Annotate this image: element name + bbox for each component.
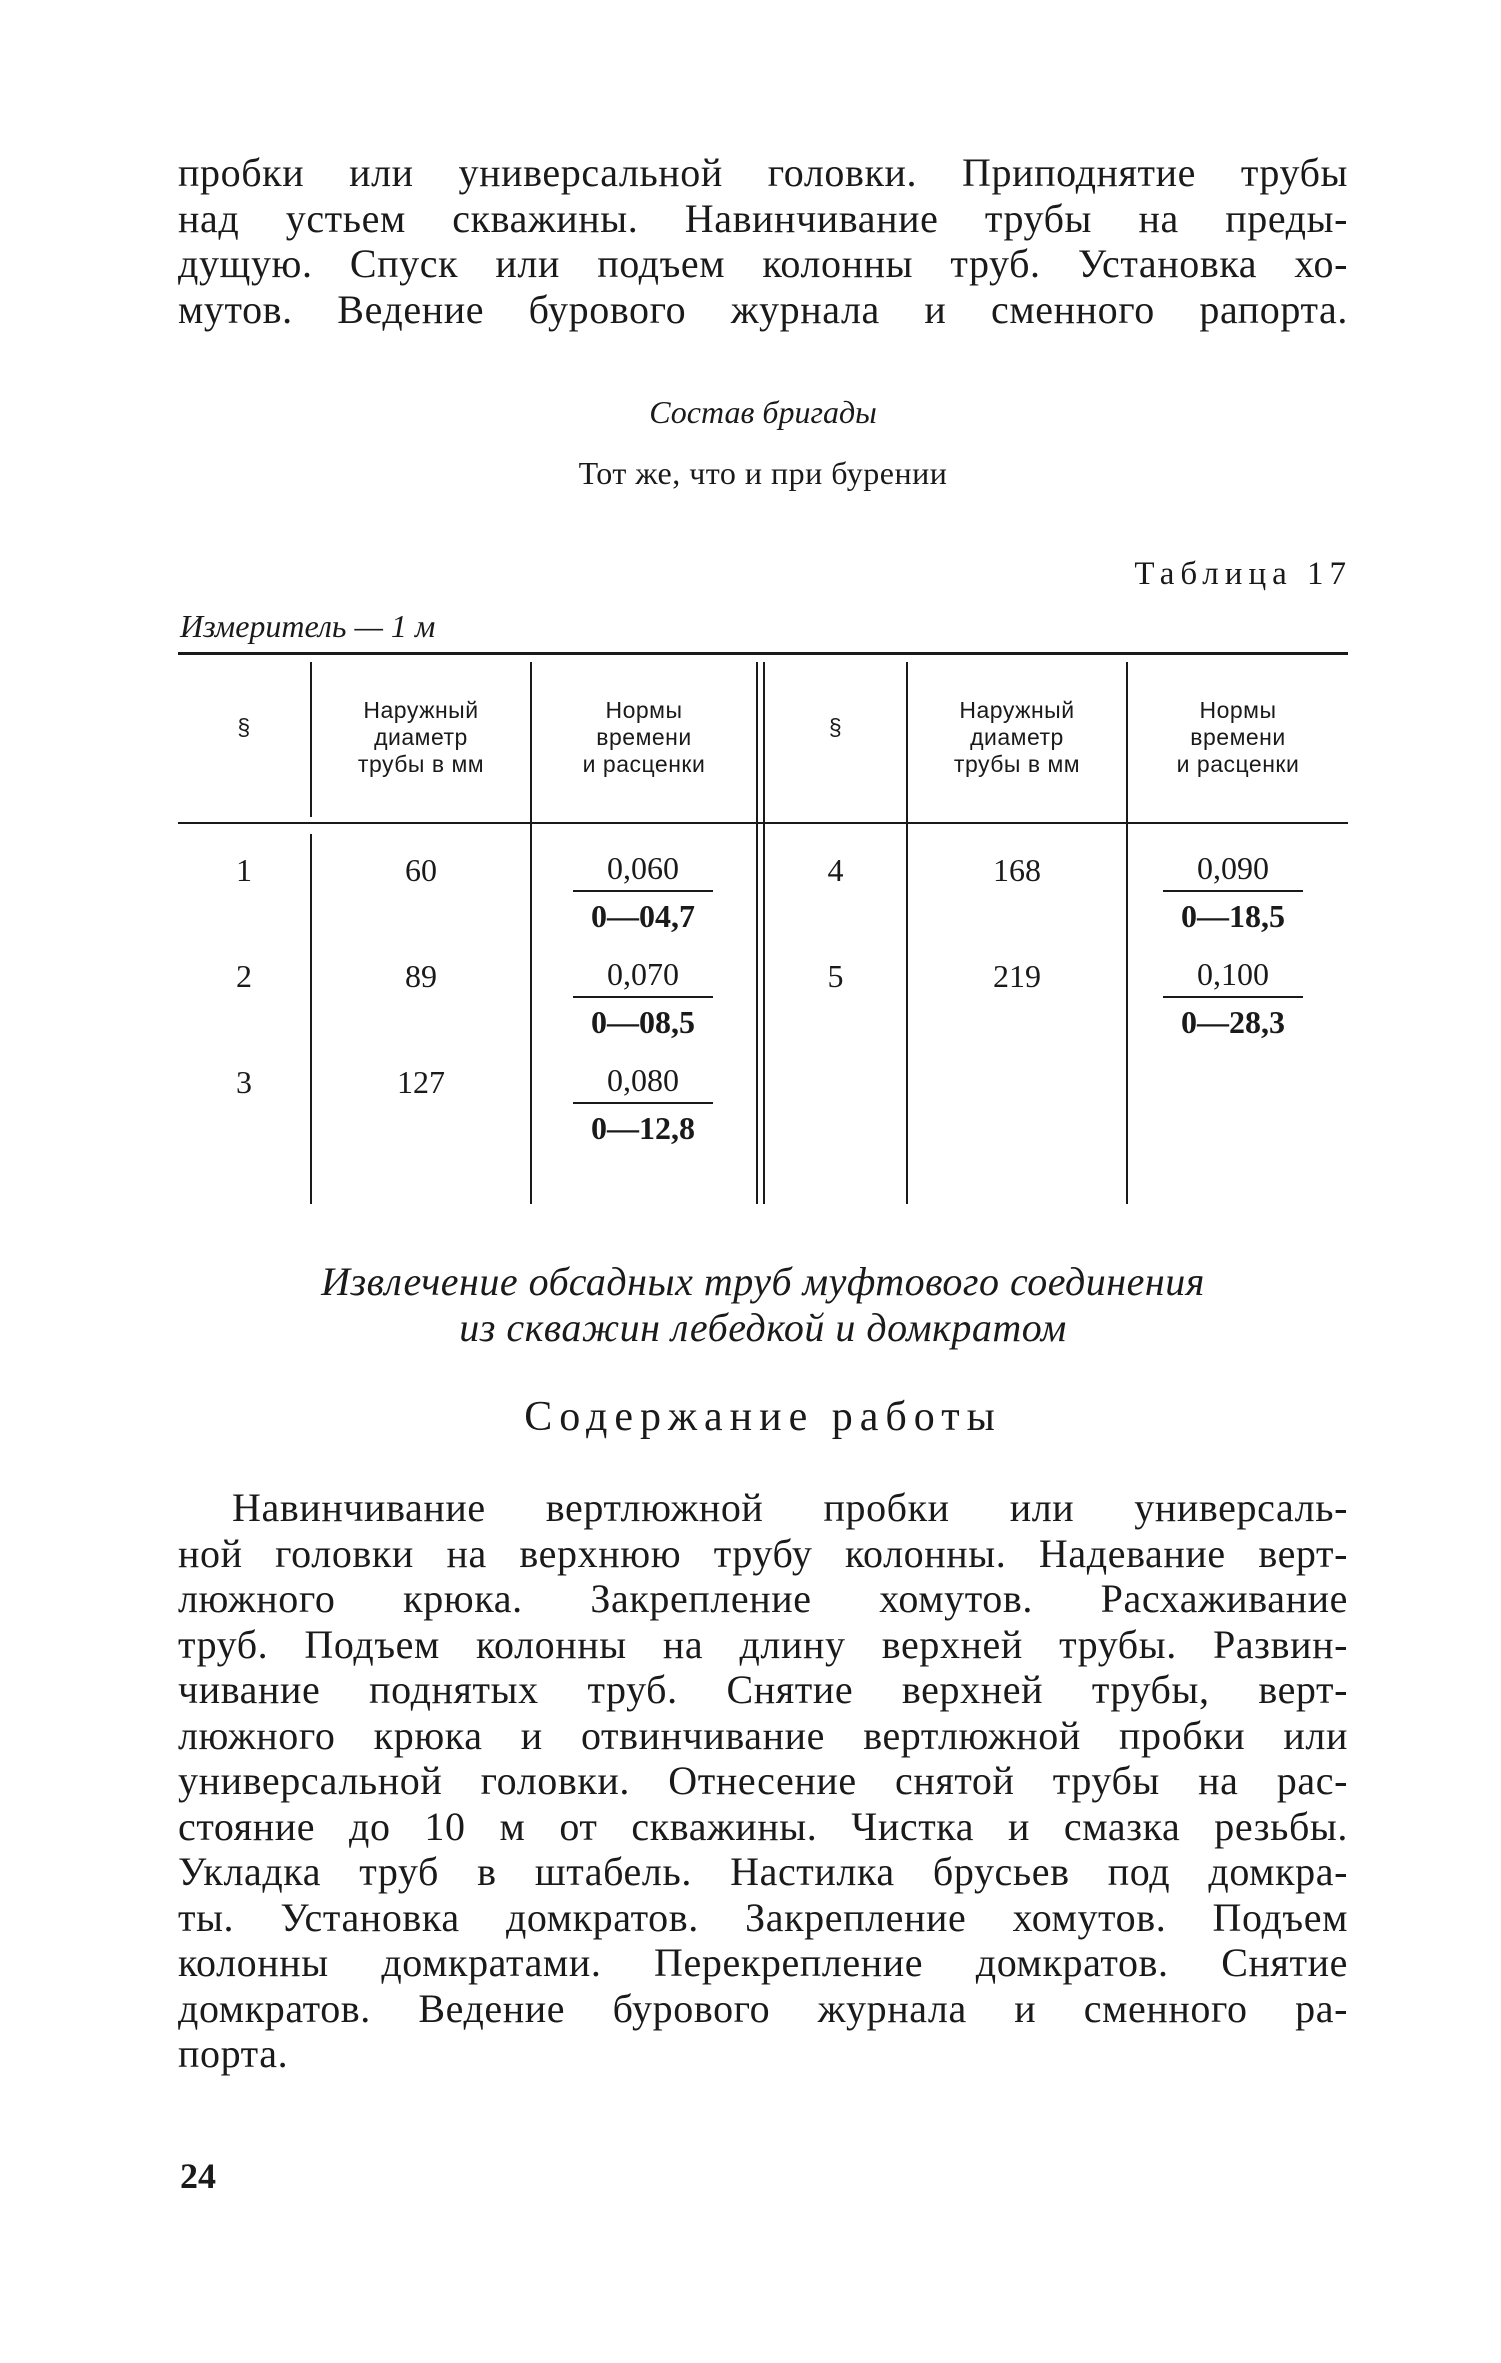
header-norms xyxy=(532,697,756,778)
intro-line: дущую. Спуск или подъем колонны труб. Установка хо- xyxy=(178,241,1348,286)
unit-label: Измеритель — 1 м xyxy=(180,608,436,644)
rate: 0—28,3 xyxy=(1181,1004,1285,1040)
pipe-diameter: 127 xyxy=(397,1064,445,1100)
header-text: Нормы xyxy=(605,697,683,723)
pipe-diameter: 89 xyxy=(405,958,437,994)
page-number: 24 xyxy=(180,2156,216,2196)
header-section: § xyxy=(237,714,251,740)
work-line: Навинчивание вертлюжной пробки или универсаль- xyxy=(232,1485,1348,1530)
row-number: 1 xyxy=(236,852,252,888)
crew-heading: Состав бригады xyxy=(649,394,877,430)
header-section: § xyxy=(828,714,843,740)
header-text: и расценки xyxy=(1176,751,1300,777)
work-line: стояние до 10 м от скважины. Чистка и смазка резьбы. xyxy=(178,1803,1348,1849)
header-text: диаметр xyxy=(970,724,1064,750)
fraction-bar xyxy=(573,890,713,892)
row-number: 4 xyxy=(827,852,844,888)
intro-line: пробки или универсальной головки. Приподнятие трубы xyxy=(178,150,1348,195)
row-number: 2 xyxy=(236,958,252,994)
fraction-bar xyxy=(573,996,713,998)
section-title-line: из скважин лебедкой и домкратом xyxy=(459,1305,1067,1350)
header-text: трубы в мм xyxy=(953,751,1081,777)
table-top-rule xyxy=(178,652,1348,655)
work-line: порта. xyxy=(178,2031,289,2076)
work-line: чивание поднятых труб. Снятие верхней трубы, верт- xyxy=(178,1667,1348,1712)
fraction-bar xyxy=(573,1102,713,1104)
rate: 0—04,7 xyxy=(591,898,695,934)
pipe-diameter: 168 xyxy=(993,852,1041,888)
fraction-bar xyxy=(1163,996,1303,998)
work-line: труб. Подъем колонны на длину верхней трубы. Развин- xyxy=(178,1621,1348,1667)
work-line: универсальной головки. Отнесение снятой трубы на рас- xyxy=(178,1758,1348,1803)
row-number: 5 xyxy=(827,958,844,994)
section-title-line: Извлечение обсадных труб муфтового соединения xyxy=(321,1259,1205,1304)
work-heading: Содержание работы xyxy=(524,1394,1002,1440)
crew-text: Тот же, что и при бурении xyxy=(578,455,948,491)
header-diameter xyxy=(908,697,1126,778)
norm-rate-fraction xyxy=(573,954,713,1042)
intro-paragraph xyxy=(178,150,1348,332)
header-text: времени xyxy=(596,724,692,750)
pipe-diameter: 219 xyxy=(993,958,1041,994)
norm-rate-fraction xyxy=(1163,848,1303,936)
header-diameter xyxy=(312,697,530,778)
work-line: ной головки на верхнюю трубу колонны. Надевание верт- xyxy=(178,1530,1348,1576)
time-norm: 0,100 xyxy=(1197,956,1269,992)
norm-rate-fraction xyxy=(573,1060,713,1148)
header-text: Наружный xyxy=(959,697,1075,723)
header-text: времени xyxy=(1190,724,1286,750)
column-divider xyxy=(763,662,765,1204)
rate: 0—18,5 xyxy=(1181,898,1285,934)
work-paragraph xyxy=(178,1485,1348,2077)
column-divider xyxy=(310,834,312,1204)
work-line: колонны домкратами. Перекрепление домкратов. Снятие xyxy=(178,1940,1348,1985)
header-text: и расценки xyxy=(582,751,706,777)
intro-line: над устьем скважины. Навинчивание трубы на преды- xyxy=(178,195,1348,241)
time-norm: 0,070 xyxy=(607,956,679,992)
section-title xyxy=(178,1259,1348,1351)
work-line: ты. Установка домкратов. Закрепление хомутов. Подъем xyxy=(178,1894,1348,1940)
norm-rate-fraction xyxy=(573,848,713,936)
header-text: Наружный xyxy=(363,697,479,723)
norm-rate-fraction xyxy=(1163,954,1303,1042)
fraction-bar xyxy=(1163,890,1303,892)
norms-table xyxy=(178,652,1348,1207)
rate: 0—12,8 xyxy=(591,1110,695,1146)
table-caption-row xyxy=(178,526,1352,644)
rate: 0—08,5 xyxy=(591,1004,695,1040)
header-text: диаметр xyxy=(374,724,468,750)
work-line: люжного крюка и отвинчивание вертлюжной пробки или xyxy=(178,1712,1348,1758)
time-norm: 0,060 xyxy=(607,850,679,886)
work-line: домкратов. Ведение бурового журнала и сменного ра- xyxy=(178,1985,1348,2031)
page-content xyxy=(178,150,1352,2077)
column-divider xyxy=(756,662,758,1204)
header-norms xyxy=(1128,697,1348,778)
work-line: люжного крюка. Закрепление хомутов. Расхаживание xyxy=(178,1576,1348,1621)
table-label: Таблица 17 xyxy=(1134,556,1352,592)
pipe-diameter: 60 xyxy=(405,852,437,888)
header-text: трубы в мм xyxy=(357,751,485,777)
intro-line: мутов. Ведение бурового журнала и сменного рапорта. xyxy=(178,286,1348,332)
row-number: 3 xyxy=(236,1064,252,1100)
time-norm: 0,090 xyxy=(1197,850,1269,886)
header-text: Нормы xyxy=(1199,697,1277,723)
work-line: Укладка труб в штабель. Настилка брусьев под домкра- xyxy=(178,1849,1348,1894)
time-norm: 0,080 xyxy=(607,1062,679,1098)
